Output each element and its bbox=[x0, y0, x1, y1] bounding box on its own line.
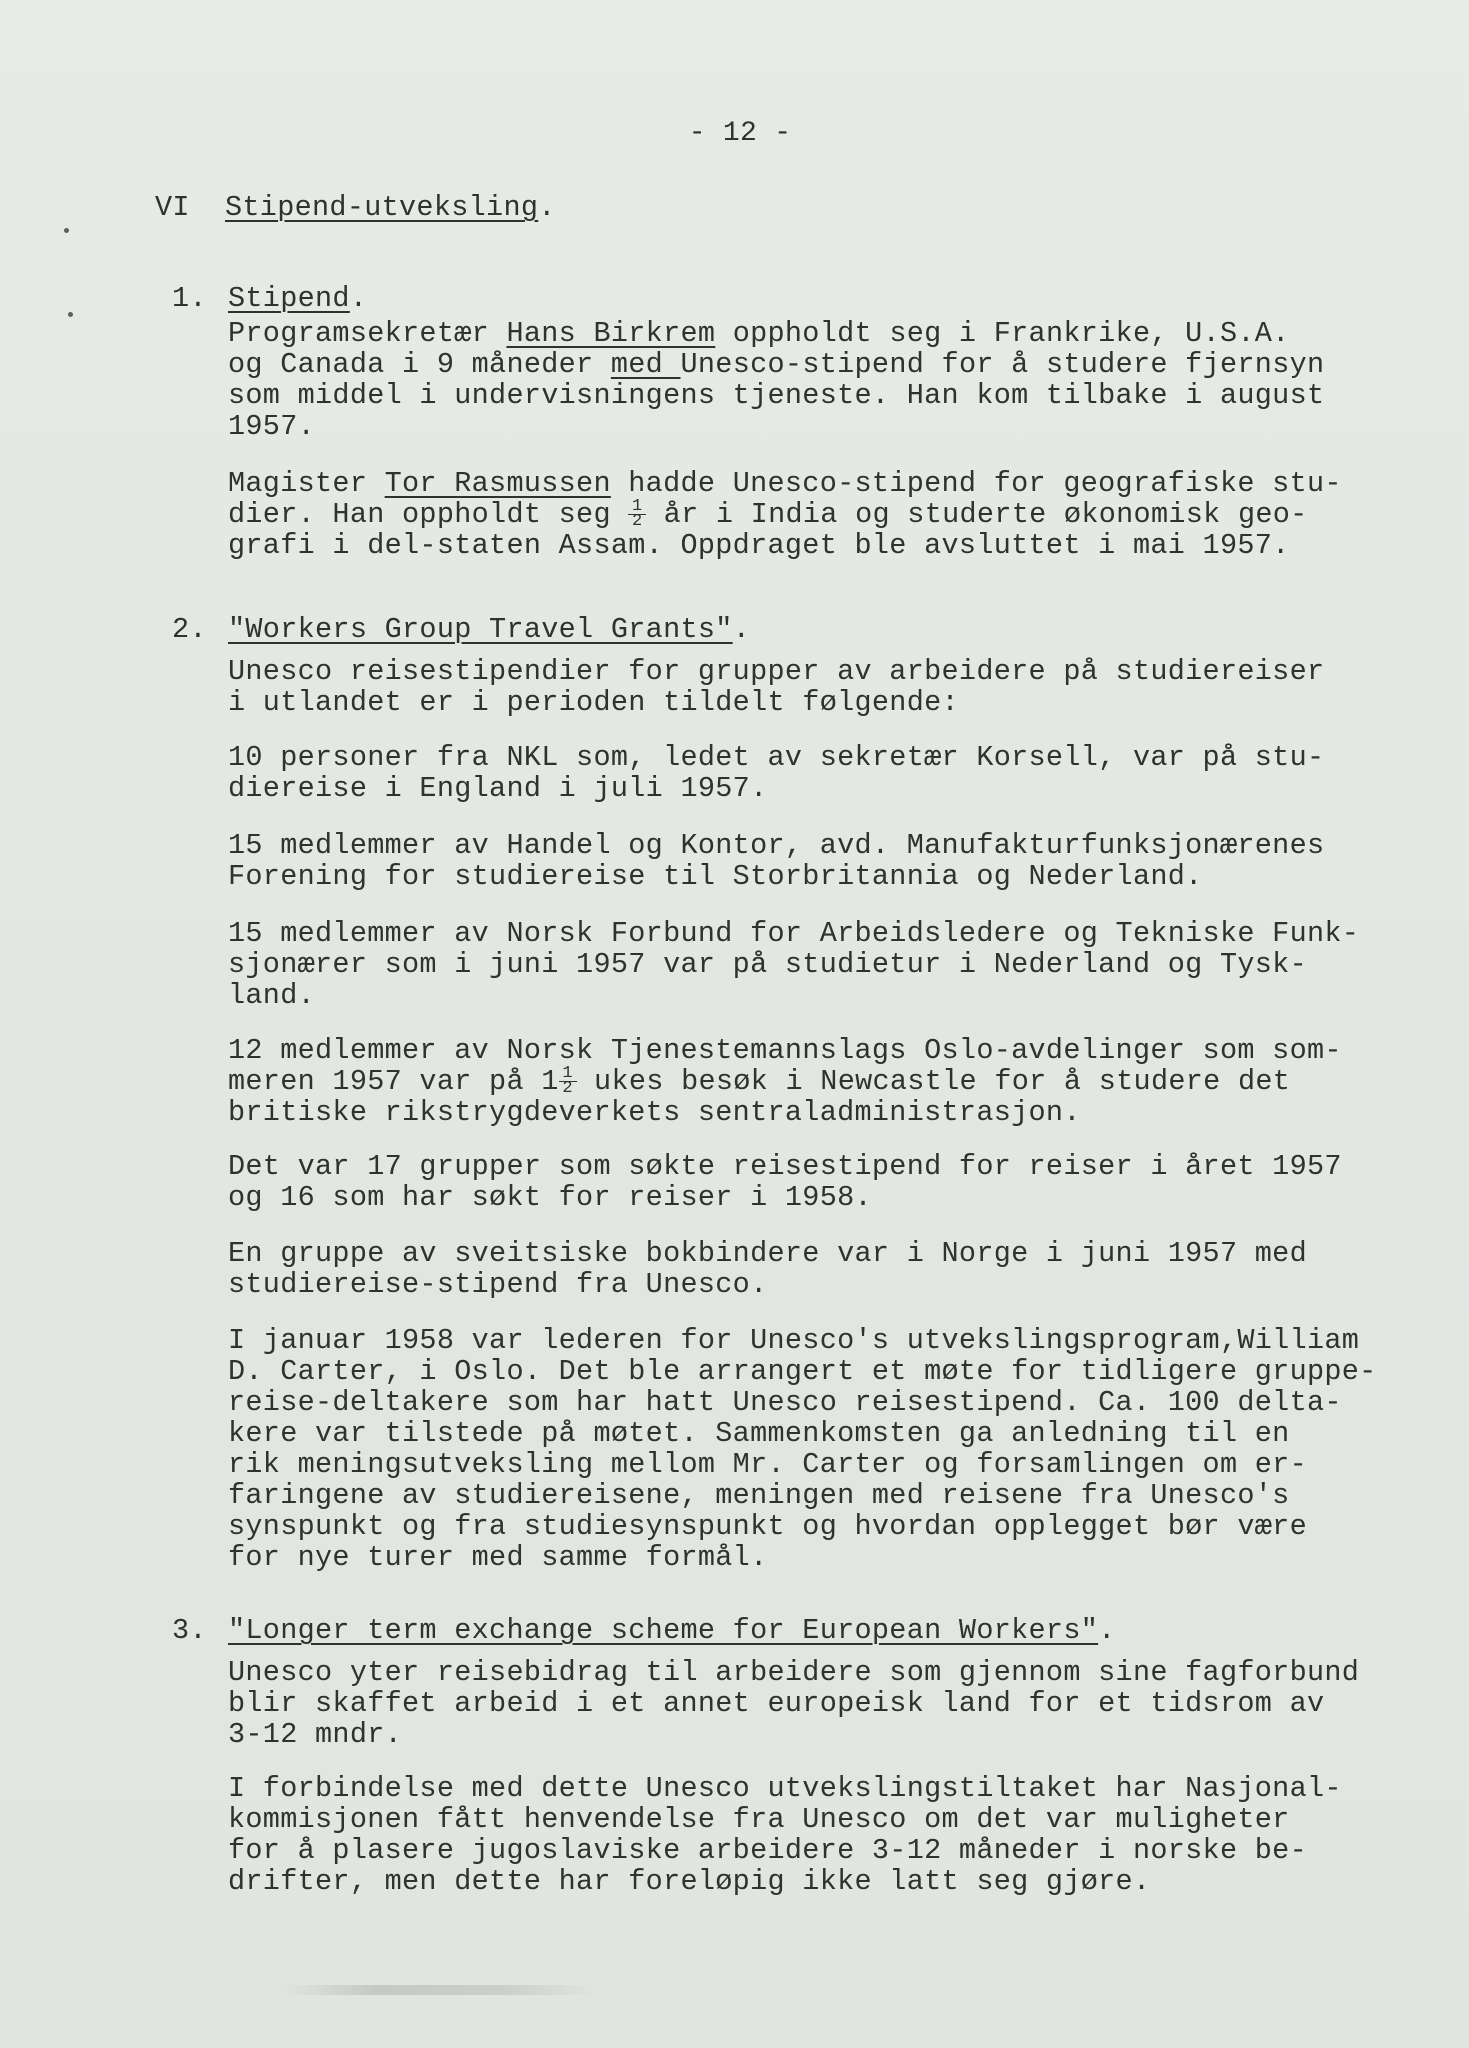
paragraph-rasmussen: Magister Tor Rasmussen hadde Unesco-stipend for geografiske stu- dier. Han oppholdt seg $\frac{1}{2}$ år i India og studerte økonomisk geo- grafi i del-staten Assam. Oppdraget ble avsluttet i mai 1957. bbox=[228, 467, 1342, 562]
paragraph-yugoslav-workers: I forbindelse med dette Unesco utvekslingstiltaket har Nasjonal- kommisjonen fått henvendelse fra Unesco om det var muligheter for å plasere jugoslaviske arbeidere 3-12 måneder i norske be- drifter, men dette har foreløpig ikke latt seg gjøre. bbox=[228, 1772, 1342, 1898]
fraction-half: $\frac{1}{2}$ bbox=[559, 1067, 577, 1096]
paragraph-tjenestemannslag: 12 medlemmer av Norsk Tjenestemannslags Oslo-avdelinger som som- meren 1957 var på 1 $\frac{1}{2}$ ukes besøk i Newcastle for å studere det britiske rikstrygdeverkets sentraladministrasjon. bbox=[228, 1034, 1342, 1129]
subsection-heading-1: 1. Stipend. bbox=[172, 282, 368, 315]
person-name: Hans Birkrem bbox=[506, 317, 716, 350]
paragraph-carter-visit: I januar 1958 var lederen for Unesco's utvekslingsprogram,William D. Carter, i Oslo. Det ble arrangert et møte for tidligere gruppe- reise-deltakere som har hatt Unesco reisestipend. Ca. 100 delta- kere var tilstede på møtet. Sammenkomsten ga anledning til en rik meningsutveksling mellom Mr. Carter og forsamlingen om er- faringene av studiereisene, meningen med reisene fra Unesco's synspunkt og fra studiesynspunkt og hvordan opplegget bør være for nye turer med samme formål. bbox=[228, 1324, 1377, 1574]
section-title: Stipend-utveksling bbox=[225, 191, 539, 224]
person-name: Tor Rasmussen bbox=[384, 467, 611, 500]
subsection-heading-3: 3. "Longer term exchange scheme for European Workers". bbox=[172, 1614, 1116, 1647]
section-numeral: VI bbox=[155, 191, 190, 224]
paragraph-grants-intro: Unesco reisestipendier for grupper av arbeidere på studiereiser i utlandet er i perioden tildelt følgende: bbox=[228, 655, 1325, 719]
paragraph-exchange-scheme: Unesco yter reisebidrag til arbeidere som gjennom sine fagforbund blir skaffet arbeid i et annet europeisk land for et tidsrom av 3-12 mndr. bbox=[228, 1656, 1360, 1751]
paragraph-nkl: 10 personer fra NKL som, ledet av sekretær Korsell, var på stu- diereise i England i juli 1957. bbox=[228, 741, 1325, 805]
page-number: - 12 - bbox=[688, 118, 792, 149]
paragraph-arbeidsledere: 15 medlemmer av Norsk Forbund for Arbeidsledere og Tekniske Funk- sjonærer som i juni 1957 var på studietur i Nederland og Tysk- land. bbox=[228, 917, 1360, 1012]
paragraph-bokbindere: En gruppe av sveitsiske bokbindere var i Norge i juni 1957 med studiereise-stipend fra Unesco. bbox=[228, 1237, 1307, 1301]
subsection-title-2: "Workers Group Travel Grants" bbox=[228, 613, 733, 646]
paragraph-birkrem: Programsekretær Hans Birkrem oppholdt seg i Frankrike, U.S.A. og Canada i 9 måneder med Unesco-stipend for å studere fjernsyn som middel i undervisningens tjeneste. Han kom tilbake i august 1957. bbox=[228, 317, 1325, 443]
margin-mark bbox=[68, 312, 73, 317]
paragraph-group-counts: Det var 17 grupper som søkte reisestipend for reiser i året 1957 og 16 som har søkt for reiser i 1958. bbox=[228, 1150, 1342, 1214]
margin-mark bbox=[64, 228, 69, 233]
section-heading: VI Stipend-utveksling. bbox=[155, 191, 556, 224]
subsection-heading-2: 2. "Workers Group Travel Grants". bbox=[172, 613, 751, 646]
subsection-title-3: "Longer term exchange scheme for European Workers" bbox=[228, 1614, 1099, 1647]
paragraph-handel-kontor: 15 medlemmer av Handel og Kontor, avd. Manufakturfunksjonærenes Forening for studiereise til Storbritannia og Nederland. bbox=[228, 829, 1325, 893]
paper-stain bbox=[280, 1985, 600, 1995]
fraction-half: $\frac{1}{2}$ bbox=[628, 500, 646, 529]
subsection-title-1: Stipend bbox=[228, 282, 350, 315]
